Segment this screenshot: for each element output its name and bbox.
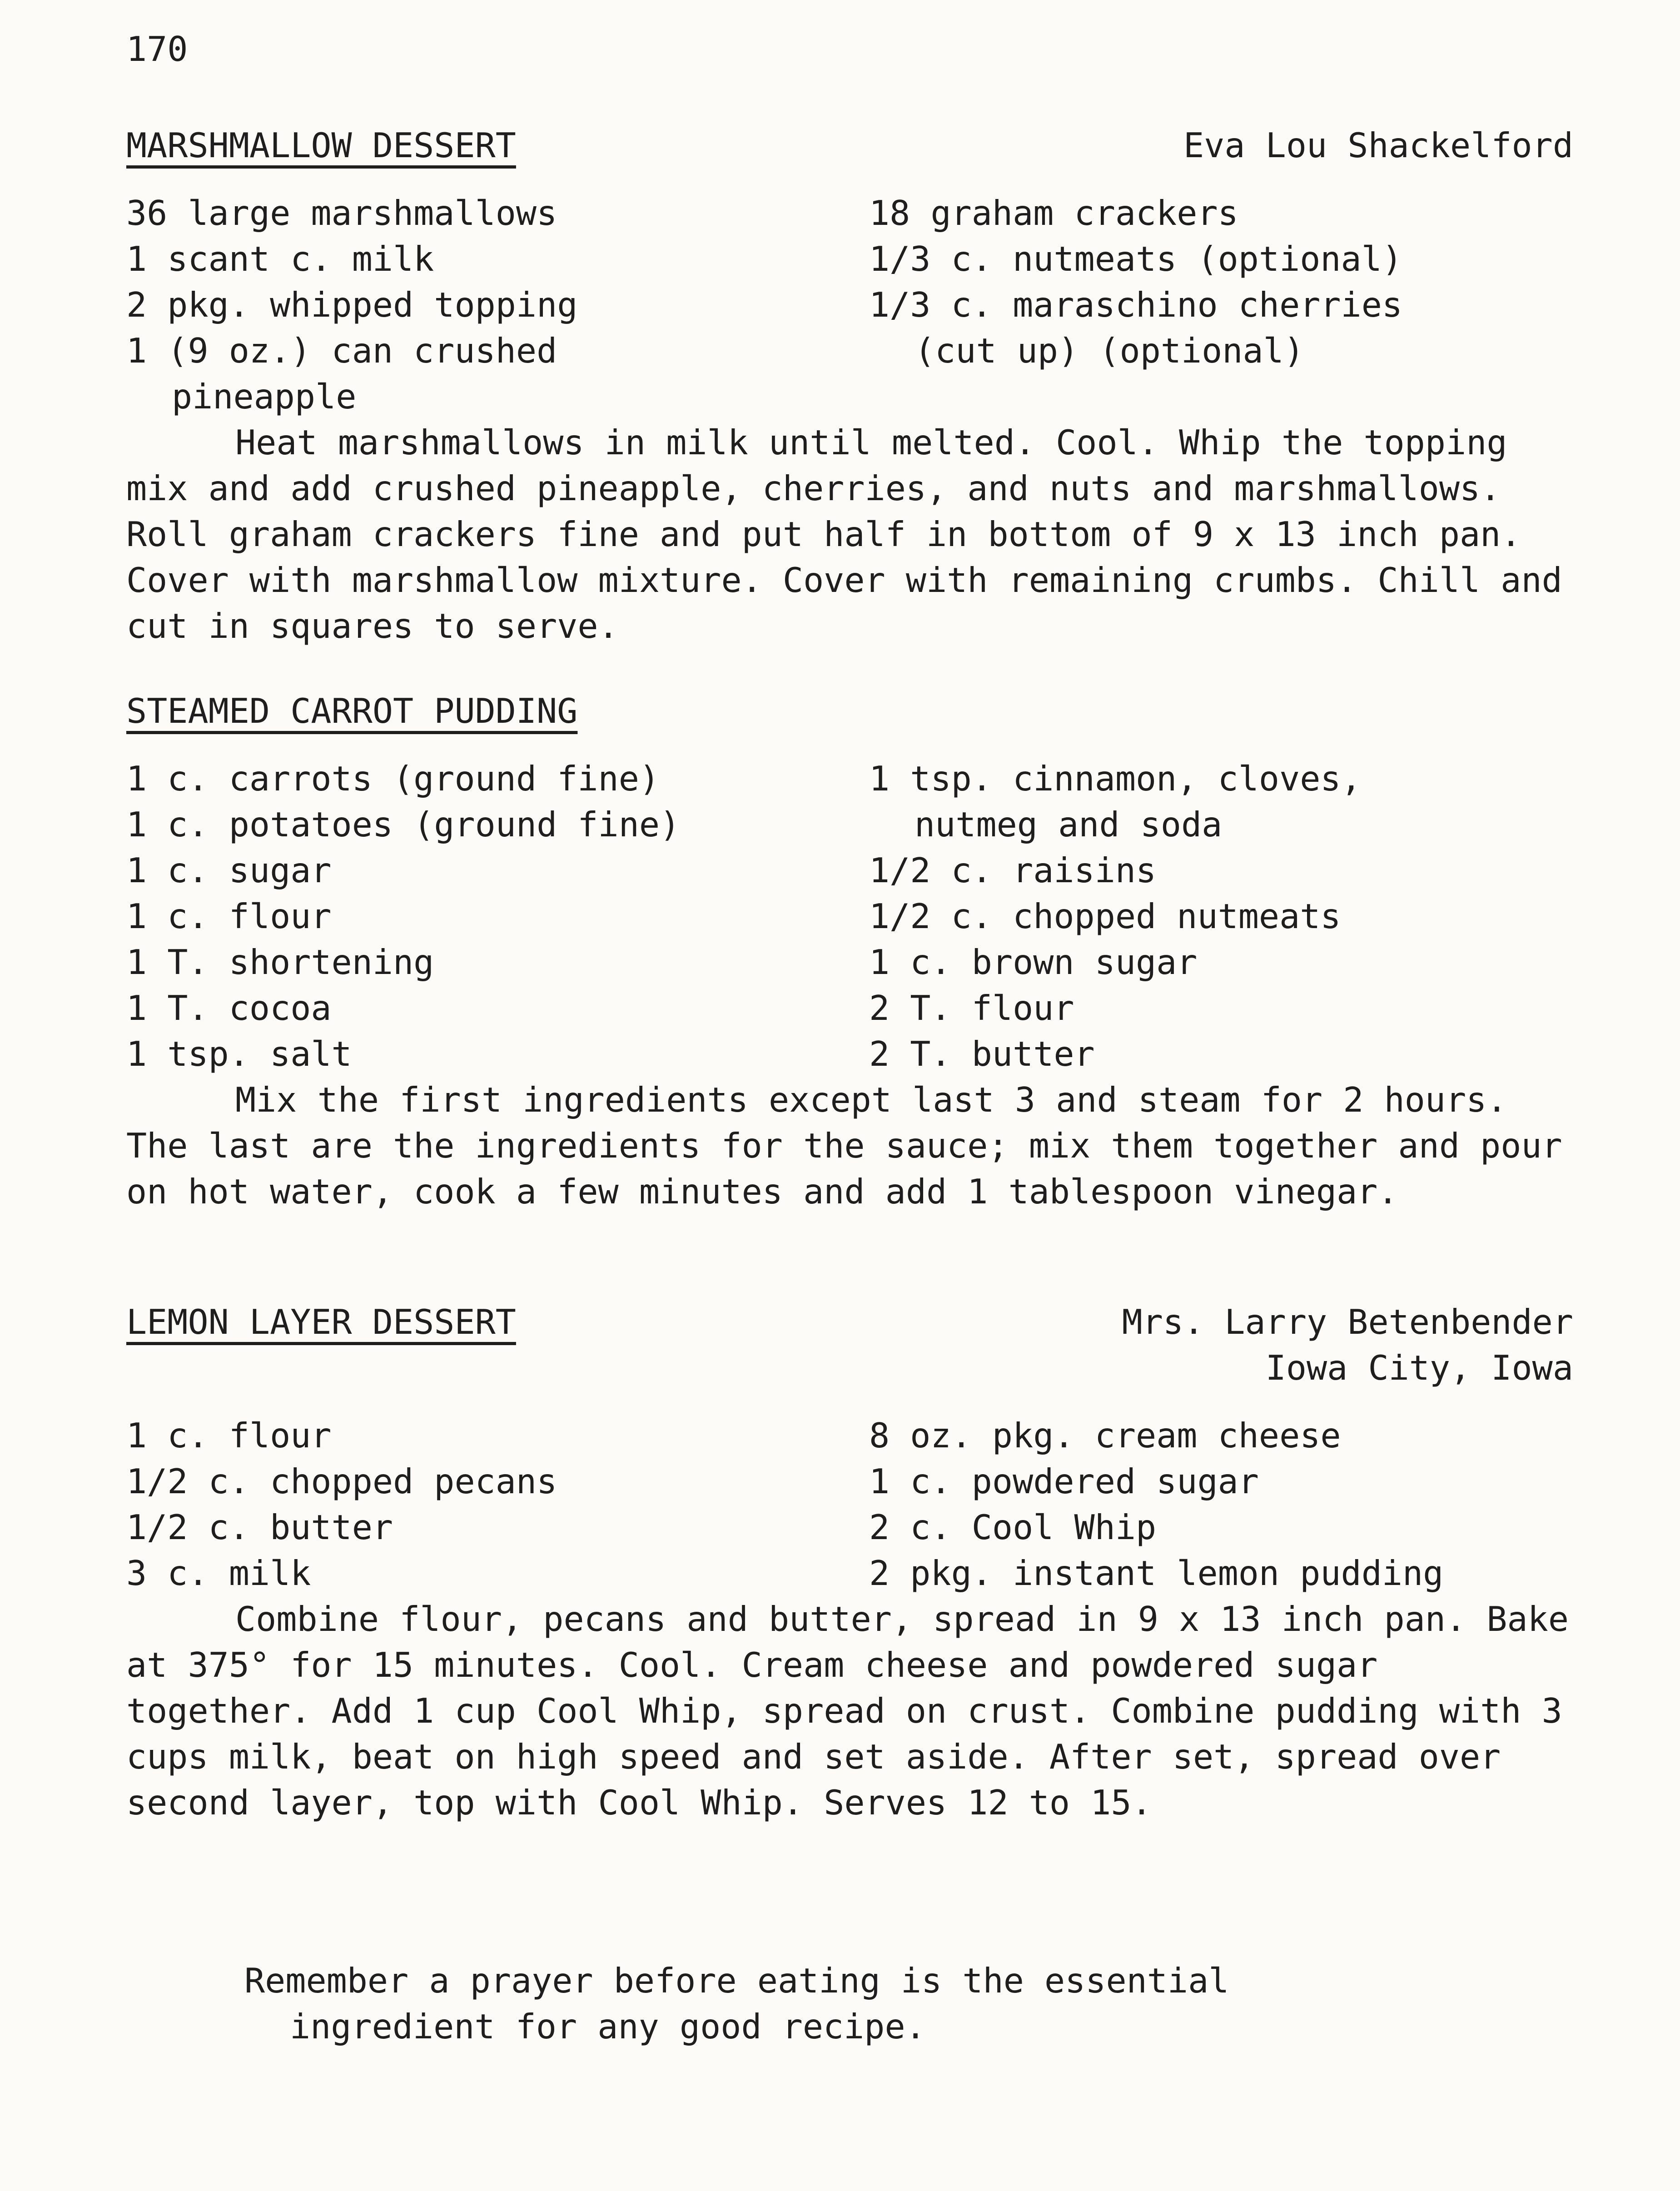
page-number: 170 <box>126 29 188 69</box>
ingredient-item: 3 c. milk <box>126 1553 311 1593</box>
recipe-author-block <box>1122 1299 1573 1391</box>
ingredient-item-continued: (cut up) (optional) <box>915 331 1304 371</box>
recipe-method: Combine flour, pecans and butter, spread in 9 x 13 inch pan. Bake at 375° for 15 minutes. Cool. Cream cheese and powdered sugar together. Add 1 cup Cool Whip, spread on crust. Combine pudding with 3 cups milk, beat on high speed and set aside. After set, spread over second layer, top with Cool Whip. Serves 12 to 15. <box>126 1599 1569 1823</box>
recipe-lemon-layer-dessert <box>126 1299 1573 1826</box>
ingredient-item: 1 c. flour <box>126 896 332 936</box>
closing-note <box>244 1958 1380 2050</box>
recipe-method: Mix the first ingredients except last 3 and steam for 2 hours. The last are the ingredients for the sauce; mix them together and pour on hot water, cook a few minutes and add 1 tablespoon vinegar. <box>126 1080 1562 1212</box>
ingredient-item: 1/3 c. maraschino cherries <box>869 285 1402 325</box>
recipe-author-location: Iowa City, Iowa <box>1265 1348 1573 1388</box>
ingredient-item: 2 pkg. whipped topping <box>126 285 578 325</box>
ingredient-item: 1 (9 oz.) can crushed <box>126 331 557 371</box>
ingredient-item: 2 T. butter <box>869 1034 1095 1074</box>
ingredient-item-continued: pineapple <box>172 377 357 417</box>
recipe-steamed-carrot-pudding <box>126 688 1573 1215</box>
ingredient-column-right <box>869 756 1596 1077</box>
ingredient-item: 1 T. cocoa <box>126 988 332 1028</box>
ingredient-item: 2 pkg. instant lemon pudding <box>869 1553 1444 1593</box>
ingredient-item: 1/2 c. raisins <box>869 850 1157 890</box>
closing-line-2: ingredient for any good recipe. <box>290 2007 926 2047</box>
ingredient-item: 1/2 c. chopped nutmeats <box>869 896 1341 936</box>
recipe-title: MARSHMALLOW DESSERT <box>126 125 516 165</box>
recipe-method: Heat marshmallows in milk until melted. Cool. Whip the topping mix and add crushed pineapple, cherries, and nuts and marshmallows. Roll graham crackers fine and put half in bottom of 9 x 13 inch pan. Cover with marshmallow mixture. Cover with remaining crumbs. Chill and cut in squares to serve. <box>126 422 1562 646</box>
ingredient-item: 1 c. carrots (ground fine) <box>126 759 660 799</box>
recipe-header <box>126 1299 1573 1391</box>
ingredient-item: 1 c. sugar <box>126 850 332 890</box>
recipe-header <box>126 123 1573 169</box>
closing-line-1: Remember a prayer before eating is the essential <box>244 1961 1229 2001</box>
ingredient-item: 2 c. Cool Whip <box>869 1507 1157 1547</box>
recipe-author: Eva Lou Shackelford <box>1183 125 1573 165</box>
ingredient-list <box>126 1413 1573 1596</box>
ingredient-item: 1/2 c. chopped pecans <box>126 1461 557 1501</box>
recipe-author: Mrs. Larry Betenbender <box>1122 1302 1573 1342</box>
ingredient-item: 1/2 c. butter <box>126 1507 393 1547</box>
ingredient-item-continued: nutmeg and soda <box>915 805 1223 845</box>
ingredient-column-left <box>126 1413 808 1596</box>
ingredient-item: 2 T. flour <box>869 988 1074 1028</box>
recipe-header <box>126 688 1573 734</box>
ingredient-item: 1 c. flour <box>126 1416 332 1456</box>
recipe-author-block <box>1183 123 1573 169</box>
ingredient-column-left <box>126 756 808 1077</box>
ingredient-item: 36 large marshmallows <box>126 193 557 233</box>
ingredient-item: 1 c. brown sugar <box>869 942 1198 982</box>
recipe-title: LEMON LAYER DESSERT <box>126 1302 516 1342</box>
ingredient-column-right <box>869 190 1596 374</box>
ingredient-list <box>126 756 1573 1077</box>
ingredient-column-left <box>126 190 808 420</box>
ingredient-item: 18 graham crackers <box>869 193 1238 233</box>
ingredient-item: 8 oz. pkg. cream cheese <box>869 1416 1341 1456</box>
ingredient-item: 1/3 c. nutmeats (optional) <box>869 239 1402 279</box>
ingredient-column-right <box>869 1413 1596 1596</box>
ingredient-item: 1 T. shortening <box>126 942 434 982</box>
ingredient-item: 1 c. powdered sugar <box>869 1461 1259 1501</box>
ingredient-item: 1 tsp. cinnamon, cloves, <box>869 759 1362 799</box>
recipe-title: STEAMED CARROT PUDDING <box>126 691 578 731</box>
ingredient-list <box>126 190 1573 420</box>
recipe-marshmallow-dessert <box>126 123 1573 649</box>
ingredient-item: 1 tsp. salt <box>126 1034 352 1074</box>
ingredient-item: 1 scant c. milk <box>126 239 434 279</box>
ingredient-item: 1 c. potatoes (ground fine) <box>126 805 681 845</box>
